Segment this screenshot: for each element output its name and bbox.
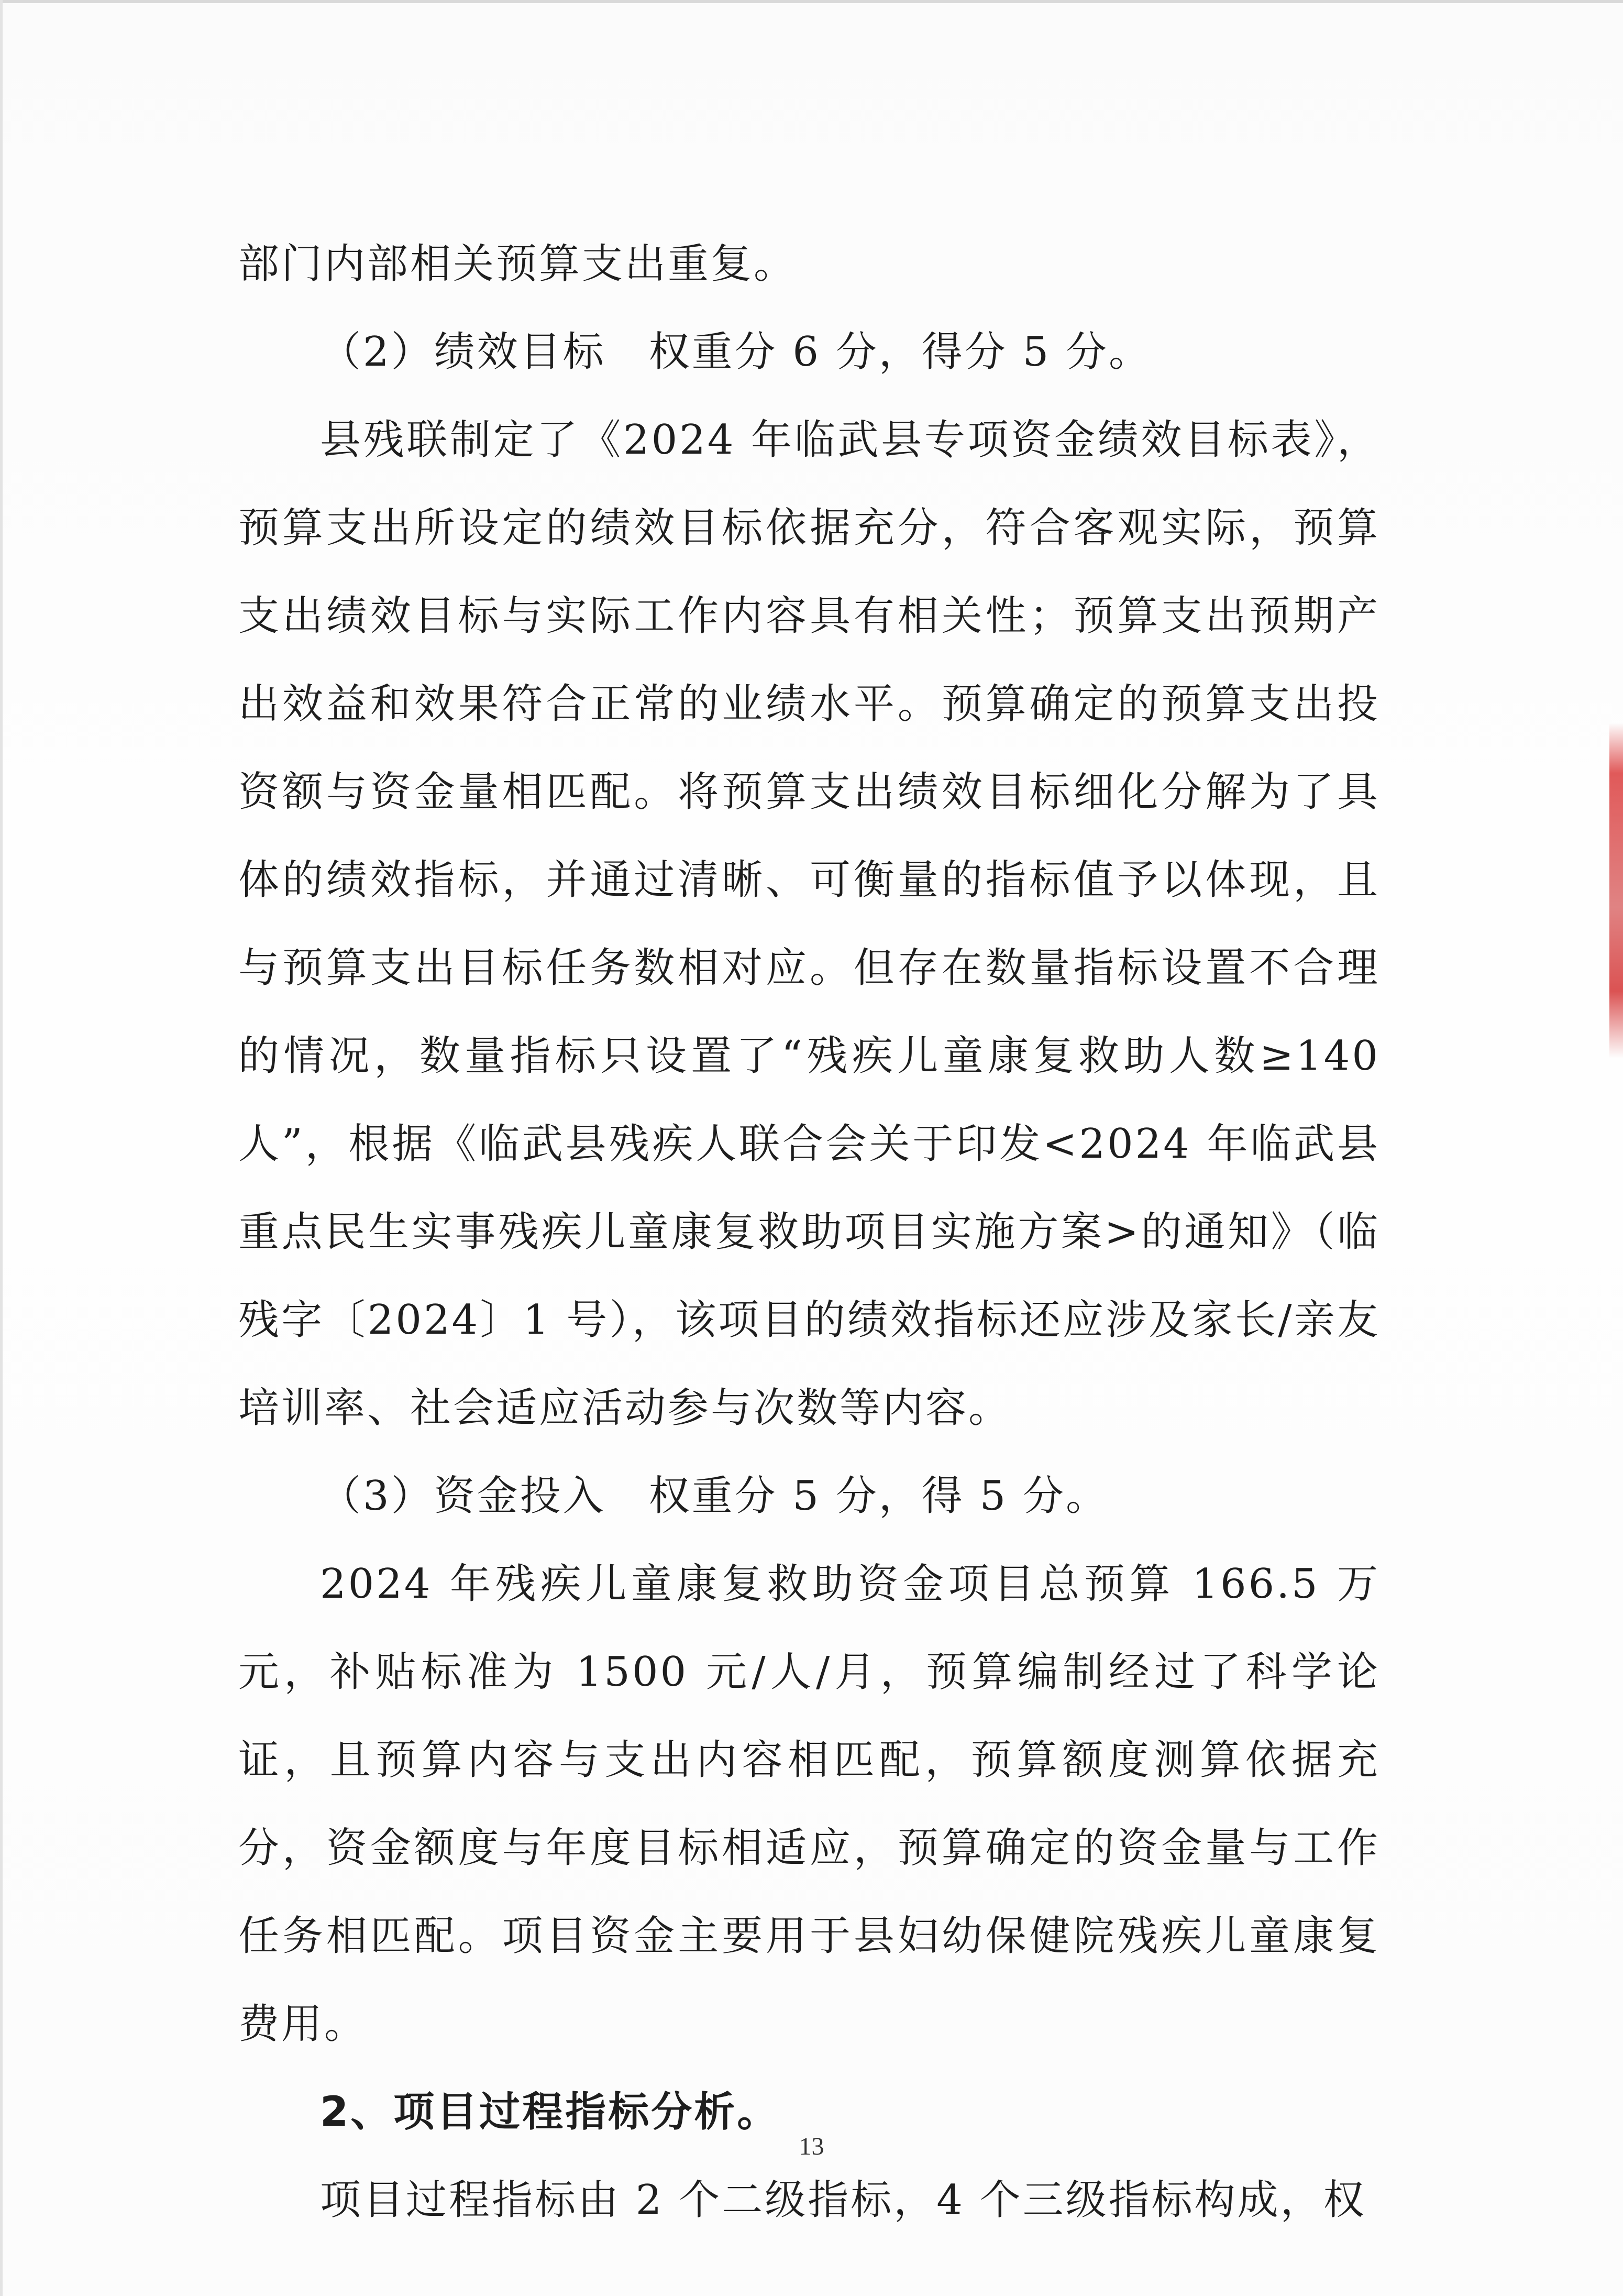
document-body <box>238 220 1380 2244</box>
page-number: 13 <box>799 2133 824 2160</box>
paragraph-performance-goals: 县残联制定了《2024 年临武县专项资金绩效目标表》，预算支出所设定的绩效目标依据充分，符合客观实际，预算支出绩效目标与实际工作内容具有相关性；预算支出预期产出效益和效果符合正常的业绩水平。预算确定的预算支出投资额与资金量相匹配。将预算支出绩效目标细化分解为了具体的绩效指标，并通过清晰、可衡量的指标值予以体现，且与预算支出目标任务数相对应。但存在数量指标设置不合理的情况，数量指标只设置了“残疾儿童康复救助人数≥140 人”，根据《临武县残疾人联合会关于印发<2024 年临武县重点民生实事残疾儿童康复救助项目实施方案>的通知》（临残字〔2024〕1 号），该项目的绩效指标还应涉及家长/亲友培训率、社会适应活动参与次数等内容。 <box>238 416 1380 1432</box>
scan-edge-left <box>0 0 3 2296</box>
subheading-performance-goals: （2）绩效目标 权重分 6 分，得分 5 分。 <box>320 328 1152 376</box>
section-heading-process-indicators: 2、项目过程指标分析。 <box>320 2089 780 2136</box>
subheading-funding-input: （3）资金投入 权重分 5 分，得 5 分。 <box>320 1473 1109 1520</box>
seal-stamp-edge <box>1609 723 1623 1058</box>
scan-edge-top <box>0 0 1623 3</box>
paragraph-continuation: 部门内部相关预算支出重复。 <box>238 240 797 288</box>
paragraph-funding-input: 2024 年残疾儿童康复救助资金项目总预算 166.5 万元，补贴标准为 1500 元/人/月，预算编制经过了科学论证，且预算内容与支出内容相匹配，预算额度测算依据充分，资金额度与年度目标相适应，预算确定的资金量与工作任务相匹配。项目资金主要用于县妇幼保健院残疾儿童康复费用。 <box>238 1561 1380 2048</box>
paragraph-process-indicators: 项目过程指标由 2 个二级指标，4 个三级指标构成，权 <box>320 2177 1366 2224</box>
